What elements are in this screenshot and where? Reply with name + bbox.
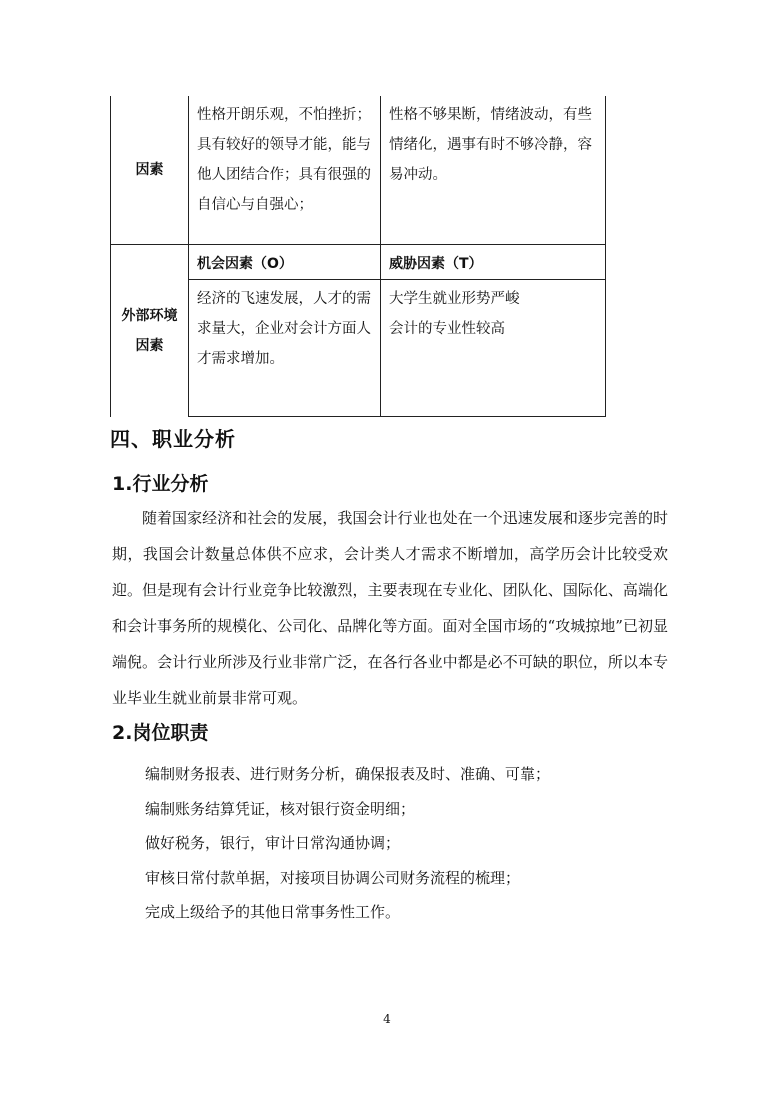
threats-cell — [381, 280, 606, 417]
external-header-row — [111, 245, 606, 280]
opportunities-header-cell — [189, 245, 381, 280]
internal-factors-row — [111, 96, 606, 245]
weaknesses-text: 性格不够果断，情绪波动，有些情绪化，遇事有时不够冷静，容易冲动。 — [389, 107, 592, 183]
threats-list — [381, 280, 605, 348]
duty-item: 编制账务结算凭证，核对银行资金明细； — [145, 799, 416, 818]
swot-table — [110, 96, 606, 417]
opportunities-cell — [189, 280, 381, 417]
duty-item: 编制财务报表、进行财务分析，确保报表及时、准确、可靠； — [145, 765, 551, 783]
threat-item: 会计的专业性较高 — [389, 321, 505, 337]
job-duties-list — [145, 757, 550, 930]
duty-item: 审核日常付款单据，对接项目协调公司财务流程的梳理； — [145, 868, 521, 887]
external-factors-label-cell — [111, 245, 189, 417]
threat-item: 大学生就业形势严峻 — [389, 291, 520, 307]
internal-factors-label-cell — [111, 96, 189, 245]
industry-analysis-paragraph: 随着国家经济和社会的发展，我国会计行业也处在一个迅速发展和逐步完善的时期，我国会计数量总体供不应求，会计类人才需求不断增加，高学历会计比较受欢迎。但是现有会计行业竞争比较激烈，主要表现在专业化、团队化、国际化、高端化和会计事务所的规模化、公司化、品牌化等方面。面对全国市场的“攻城掠地”已初显端倪。会计行业所涉及行业非常广泛，在各行各业中都是必不可缺的职位，所以本专业毕业生就业前景非常可观。 — [112, 509, 668, 707]
duty-item: 完成上级给予的其他日常事务性工作。 — [145, 903, 401, 921]
internal-factors-label: 因素 — [135, 162, 164, 178]
threats-header-cell — [381, 245, 606, 280]
external-factors-label: 外部环境因素 — [121, 307, 178, 354]
industry-analysis-heading: 1.行业分析 — [112, 473, 209, 495]
strengths-text: 性格开朗乐观，不怕挫折；具有较好的领导才能，能与他人团结合作；具有很强的自信心与自强心； — [197, 107, 371, 213]
threats-header: 威胁因素（T） — [389, 256, 483, 272]
weaknesses-cell — [381, 96, 606, 245]
strengths-cell — [189, 96, 381, 245]
page-number: 4 — [383, 1012, 391, 1026]
job-duties-heading: 2.岗位职责 — [112, 722, 209, 744]
opportunities-header: 机会因素（O） — [197, 256, 293, 272]
section-heading: 四、职业分析 — [110, 427, 236, 451]
duty-item: 做好税务，银行，审计日常沟通协调； — [145, 834, 401, 852]
opportunities-text: 经济的飞速发展，人才的需求量大，企业对会计方面人才需求增加。 — [197, 291, 371, 367]
